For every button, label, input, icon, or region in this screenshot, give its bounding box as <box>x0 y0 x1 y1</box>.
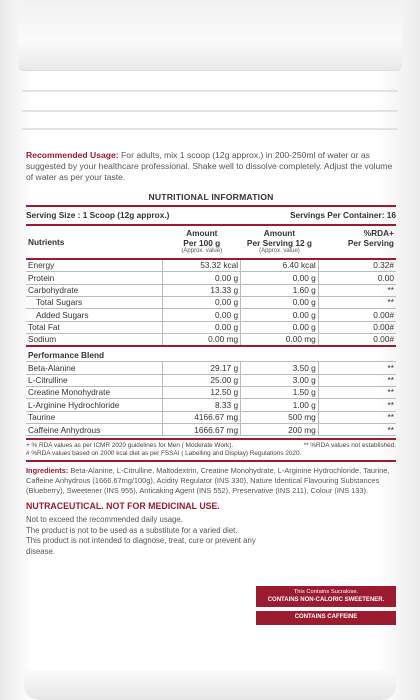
amount-per-serving: 0.00 g <box>241 321 319 333</box>
nutrient-name: Protein <box>26 272 163 284</box>
amount-per-100g: 13.33 g <box>163 284 241 296</box>
table-row <box>26 296 396 308</box>
nutrient-name: Caffeine Anhydrous <box>26 424 163 436</box>
table-row <box>26 260 396 272</box>
table-row <box>26 424 396 436</box>
nutrition-table <box>26 226 396 260</box>
table-row <box>26 362 396 374</box>
amount-per-serving: 500 mg <box>241 411 319 423</box>
ingredients <box>26 466 396 495</box>
performance-rows <box>26 347 396 436</box>
amount-per-100g: 0.00 mg <box>163 333 241 346</box>
amount-per-serving: 6.40 kcal <box>241 260 319 272</box>
nutrient-name: Energy <box>26 260 163 272</box>
table-row <box>26 386 396 398</box>
amount-per-100g: 12.50 g <box>163 386 241 398</box>
nutrient-name: Carbohydrate <box>26 284 163 296</box>
usage-text: For adults, mix 1 scoop (12g approx.) in 200-250ml of water or as suggested by your healthcare professional. Shake well to dissolve completely. Adjust the volume of water as per your taste. <box>26 150 393 183</box>
table-row <box>26 321 396 333</box>
header-perserv-line1: Amount <box>263 227 296 238</box>
amount-per-serving: 0.00 g <box>241 272 319 284</box>
header-rda <box>318 226 396 259</box>
amount-per-100g: 1666.67 mg <box>163 424 241 436</box>
header-per100-sub: (Approx. value) <box>181 248 223 255</box>
header-perserv-line2: Per Serving 12 g <box>246 237 312 248</box>
performance-heading-row <box>26 347 396 361</box>
rda-value: 0.00# <box>318 321 396 333</box>
nutrient-name: Sodium <box>26 333 163 346</box>
table-row <box>26 309 396 321</box>
nutrient-name: Added Sugars <box>26 309 163 321</box>
table-row <box>26 272 396 284</box>
header-perserv-sub: (Approx. value) <box>259 248 300 255</box>
table-row <box>26 284 396 296</box>
header-per100 <box>163 226 241 259</box>
sucralose-text: This Contains Sucralose. <box>293 589 359 595</box>
footnotes <box>26 438 396 450</box>
amount-per-serving: 200 mg <box>241 424 319 436</box>
recommended-usage <box>26 150 396 184</box>
amount-per-serving: 1.60 g <box>241 284 319 296</box>
jar-base <box>24 670 396 700</box>
amount-per-serving: 1.00 g <box>241 399 319 411</box>
nutrient-name: Taurine <box>26 411 163 423</box>
footnote-rda-fssai: # %RDA values based on 2000 kcal diet as per FSSAI ( Labelling and Display) Regulations 2020. <box>26 450 396 462</box>
header-nutrients: Nutrients <box>26 226 163 259</box>
amount-per-serving: 3.00 g <box>241 374 319 386</box>
rda-value: 0.00 <box>318 272 396 284</box>
header-rda-line1: %RDA+ <box>363 227 394 238</box>
usage-heading: Recommended Usage: <box>26 150 119 160</box>
amount-per-100g: 0.00 g <box>163 272 241 284</box>
header-per100-line1: Amount <box>186 227 218 238</box>
servings-per-container: Servings Per Container: 16 <box>289 210 396 221</box>
amount-per-serving: 0.00 mg <box>241 333 319 346</box>
amount-per-serving: 0.00 g <box>241 296 319 308</box>
jar-rim-line <box>22 90 398 92</box>
amount-per-100g: 0.00 g <box>163 321 241 333</box>
table-row <box>26 333 396 346</box>
disclaimer-line: Not to exceed the recommended daily usage. <box>26 515 183 525</box>
ingredients-heading: Ingredients: <box>26 466 69 476</box>
rda-value: ** <box>318 284 396 296</box>
table-row <box>26 411 396 423</box>
serving-info <box>26 207 396 225</box>
nutraceutical-notice: NUTRACEUTICAL. NOT FOR MEDICINAL USE. <box>26 501 220 512</box>
jar-rim-line <box>22 128 398 130</box>
footnote-not-established: ** %RDA values not established. <box>303 442 396 450</box>
amount-per-100g: 25.00 g <box>163 374 241 386</box>
disclaimers <box>26 515 396 557</box>
amount-per-100g: 53.32 kcal <box>163 260 241 272</box>
nutrient-name: L-Citrulline <box>26 374 163 386</box>
ingredients-text: Beta-Alanine, L-Citrulline, Maltodextrin, Creatine Monohydrate, L-Arginine Hydrochloride, Taurine, Caffeine Anhydrous (1666.67mg/100g), Acidity Regulator (INS 330), Nature Identical Flavouring Substances (Blueberry), Sweetener (INS 955), Anticaking Agent (INS 552), Preservative (INS 211), Colour (INS 133). <box>26 466 390 495</box>
amount-per-100g: 0.00 g <box>163 296 241 308</box>
jar-lid-rim <box>18 0 402 71</box>
amount-per-100g: 29.17 g <box>163 362 241 374</box>
nutrient-name: Beta-Alanine <box>26 362 163 374</box>
nutrition-label <box>26 150 396 650</box>
table-header-row <box>26 226 396 259</box>
rda-value: 0.00# <box>318 333 396 346</box>
non-caloric-text: CONTAINS NON-CALORIC SWEETENER. <box>267 596 385 603</box>
sweetener-box <box>256 586 396 607</box>
warning-boxes <box>256 586 396 625</box>
amount-per-100g: 0.00 g <box>163 309 241 321</box>
rda-value: ** <box>318 411 396 423</box>
nutrient-name: Total Sugars <box>26 296 163 308</box>
performance-heading: Performance Blend <box>26 347 396 361</box>
nutrient-name: Creatine Monohydrate <box>26 386 163 398</box>
rda-value: 0.00# <box>318 309 396 321</box>
header-perserv <box>241 226 319 259</box>
rda-value: ** <box>318 296 396 308</box>
disclaimer-line: This product is not intended to diagnose, treat, cure or prevent any disease. <box>26 536 256 556</box>
header-rda-line2: Per Serving <box>347 237 394 248</box>
footnote-rda-icmr: + % RDA values as per ICMR 2020 guidelines for Men ( Moderate Work). <box>26 442 234 450</box>
rda-value: ** <box>318 424 396 436</box>
amount-per-serving: 1.50 g <box>241 386 319 398</box>
rda-value: ** <box>318 399 396 411</box>
rda-value: ** <box>318 362 396 374</box>
amount-per-100g: 8.33 g <box>163 399 241 411</box>
amount-per-serving: 0.00 g <box>241 309 319 321</box>
caffeine-box: CONTAINS CAFFEINE <box>256 611 396 625</box>
jar-rim-line <box>22 110 398 112</box>
serving-size: Serving Size : 1 Scoop (12g approx.) <box>26 210 170 221</box>
nutrient-name: Total Fat <box>26 321 163 333</box>
nutrient-rows <box>26 260 396 348</box>
rda-value: 0.32# <box>318 260 396 272</box>
disclaimer-line: The product is not to be used as a substitute for a varied diet. <box>26 525 238 535</box>
amount-per-100g: 4166.67 mg <box>163 411 241 423</box>
header-per100-line2: Per 100 g <box>183 237 221 248</box>
table-row <box>26 399 396 411</box>
table-row <box>26 374 396 386</box>
nutrition-title: NUTRITIONAL INFORMATION <box>26 192 396 208</box>
amount-per-serving: 3.50 g <box>241 362 319 374</box>
nutrient-name: L-Arginine Hydrochloride <box>26 399 163 411</box>
rda-value: ** <box>318 386 396 398</box>
rda-value: ** <box>318 374 396 386</box>
